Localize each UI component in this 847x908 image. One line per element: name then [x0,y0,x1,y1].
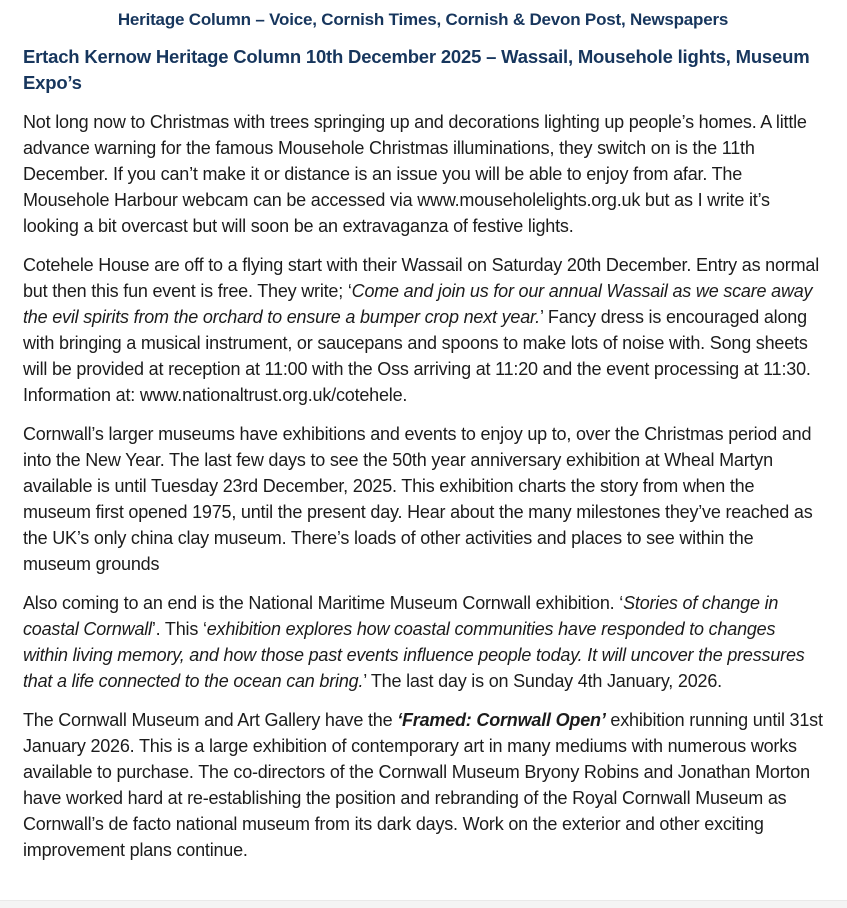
page-bottom-edge [0,900,847,908]
document-title: Heritage Column – Voice, Cornish Times, Cornish & Devon Post, Newspapers [117,10,729,29]
quoted-text: Come and join us for our annual Wassail as we scare away the evil spirits from the orchard to ensure a bumper crop next year. [23,281,813,327]
paragraph [23,590,823,694]
body-text: ’ The last day is on Sunday 4th January, 2026. [363,671,722,691]
paragraph [23,421,823,577]
quoted-text: Stories of change in coastal Cornwall [23,593,779,639]
paragraph [23,252,823,408]
body-text: Not long now to Christmas with trees springing up and decorations lighting up people’s homes. A little advance warning for the famous Mousehole Christmas illuminations, they switch on is the 11th December. If you can’t make it or distance is an issue you will be able to enjoy from afar. The Mousehole Harbour webcam can be accessed via www.mouseholelights.org.uk but as I write it’s looking a bit overcast but will soon be an extravaganza of festive lights. [23,112,807,236]
body-text: Also coming to an end is the National Maritime Museum Cornwall exhibition. ‘ [23,593,624,613]
article-body [23,109,823,863]
paragraph [23,707,823,863]
quoted-text: exhibition explores how coastal communities have responded to changes within living memory, and how those past events influence people today. It will uncover the pressures that a life connected to the ocean can bring. [23,619,805,691]
body-text: Cornwall’s larger museums have exhibitions and events to enjoy up to, over the Christmas period and into the New Year. The last few days to see the 50th year anniversary exhibition at Wheal Martyn available is until Tuesday 23rd December, 2025. This exhibition charts the story from when the museum first opened 1975, until the present day. Hear about the many milestones they’ve reached as the UK’s only china clay museum. There’s loads of other activities and places to see within the museum grounds [23,424,813,574]
body-text: ’. This ‘ [151,619,207,639]
body-text: ’ Fancy dress is encouraged along with bringing a musical instrument, or saucepans and spoons to make lots of noise with. Song sheets will be provided at reception at 11:00 with the Oss arriving at 11:20 and the event processing at 11:30. Information at: www.nationaltrust.org.uk/cotehele. [23,307,811,405]
body-text: Cotehele House are off to a flying start with their Wassail on Saturday 20th December. Entry as normal but then this fun event is free. They write; ‘ [23,255,819,301]
paragraph [23,109,823,239]
body-text: The Cornwall Museum and Art Gallery have the [23,710,398,730]
column-heading: Ertach Kernow Heritage Column 10th December 2025 – Wassail, Mousehole lights, Museum Expo’s [23,46,810,93]
exhibition-title-text: ‘Framed: Cornwall Open’ [397,710,606,730]
body-text: exhibition running until 31st January 2026. This is a large exhibition of contemporary art in many mediums with numerous works available to purchase. The co-directors of the Cornwall Museum Bryony Robins and Jonathan Morton have worked hard at re-establishing the position and rebranding of the Royal Cornwall Museum as Cornwall’s de facto national museum from its dark days. Work on the exterior and other exciting improvement plans continue. [23,710,823,860]
